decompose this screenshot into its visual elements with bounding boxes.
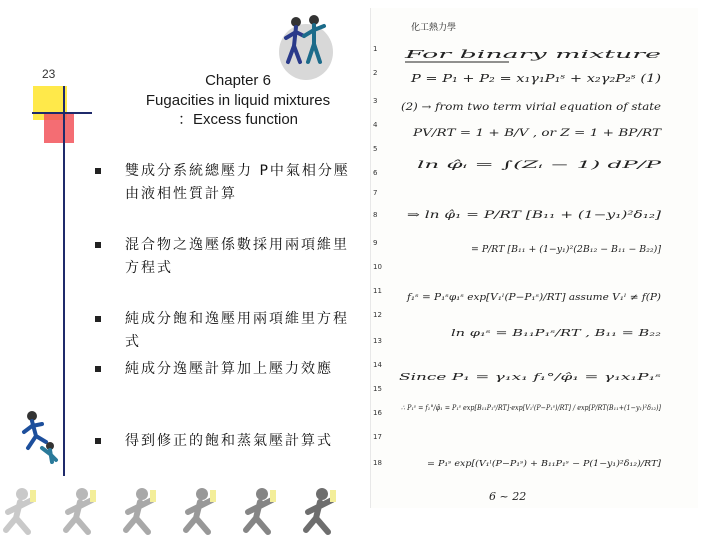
notes-line-number: 15 [373,385,382,393]
notes-line-number: 18 [373,459,382,467]
notes-line-number: 13 [373,337,382,345]
notes-footer: 6 ~ 22 [489,490,527,503]
person-icon [6,488,36,532]
bullet-text: 雙成分系統總壓力 P中氣相分壓由液相性質計算 [125,163,350,202]
person-icon [20,408,62,468]
notes-line-number: 4 [373,121,378,129]
notes-equation-line: ln φ̂ᵢ = ∫(Zᵢ − 1) dP/P [417,160,662,171]
notes-equation-line: ∴ P₁ˢ = f₁°/φ̂₁ = P₁ˢ exp[B₁₁P₁ˢ/RT]·exp[V₁ˡ(P−P₁ˢ)/RT] / exp[P/RT(B₁₁+(1−y₁)²δ₁₂)] [401,404,687,412]
notes-line-number: 17 [373,433,382,441]
page-number: 23 [42,67,56,81]
notes-equation-line: (2) → from two term virial equation of state [401,102,662,113]
notes-equation-line: P = P₁ + P₂ = x₁γ₁P₁ˢ + x₂γ₂P₂ˢ (1) [409,72,661,85]
title-line-2: Fugacities in liquid mixtures [145,91,331,109]
notes-line-number: 14 [373,361,382,369]
people-icon [278,12,334,82]
bullet-icon [95,366,101,372]
notes-line-number: 3 [373,97,378,105]
notes-equation-line: = P/RT [B₁₁ + (1−y₁)²(2B₁₂ − B₁₁ − B₂₂)] [471,245,654,255]
person-icon [246,488,276,532]
notes-line-number: 9 [373,239,378,247]
notes-equation-line: = P₁ˢ exp[(V₁ˡ(P−P₁ˢ) + B₁₁P₁ˢ − P(1−y₁)²δ₁₂)/RT] [427,459,663,468]
notes-line-number: 1 [373,45,378,53]
bullet-text: 得到修正的飽和蒸氣壓計算式 [125,433,333,449]
person-icon [126,488,156,532]
notes-line-number: 12 [373,311,382,319]
notes-equation-line: f₁ˢ = P₁ˢφ₁ˢ exp[V₁ˡ(P−P₁ˢ)/RT] assume V₁ˡ ≠ f(P) [407,293,626,303]
notes-equation-line: ln φ₁ˢ = B₁₁P₁ˢ/RT , B₁₁ = B₂₂ [451,329,662,339]
decor-vertical-rule [63,86,65,476]
decor-red-square [44,113,74,143]
bullet-icon [95,168,101,174]
decor-horizontal-rule [32,112,92,114]
notes-line-number: 11 [373,287,382,295]
runners-strip [0,482,365,540]
bullet-text: 純成分逸壓計算加上壓力效應 [125,361,333,377]
notes-line-number: 2 [373,69,378,77]
title-line-3: ：Excess function [177,111,299,128]
person-icon [66,488,96,532]
notes-line-number: 5 [373,145,378,153]
notes-equation-line: ⇒ ln φ̂₁ = P/RT [B₁₁ + (1−y₁)²δ₁₂] [407,210,662,221]
notes-equation-line: For binary mixture [402,48,663,61]
bullet-icon [95,242,101,248]
notes-equation-line: PV/RT = 1 + B/V , or Z = 1 + BP/RT [411,128,663,139]
title-line-1: Chapter 6 [205,72,271,89]
bullet-text: 混合物之逸壓係數採用兩項維里方程式 [125,237,349,276]
notes-line-number: 16 [373,409,382,417]
notes-equation-line: Since P₁ = γ₁x₁ f₁°/φ̂₁ = γ₁x₁P₁ˢ [399,373,539,383]
bullet-icon [95,438,101,444]
bullet-text: 純成分飽和逸壓用兩項維里方程式 [125,311,349,350]
notes-equations [371,8,699,508]
notes-line-number: 8 [373,211,378,219]
notes-line-number: 7 [373,189,378,197]
notes-line-number: 6 [373,169,378,177]
notes-line-number: 10 [373,263,382,271]
person-icon [306,488,336,532]
handwritten-notes-image [370,8,698,508]
slide-title [98,71,378,130]
bullet-icon [95,316,101,322]
person-icon [186,488,216,532]
notes-header: 化工熱力學 [411,23,457,33]
